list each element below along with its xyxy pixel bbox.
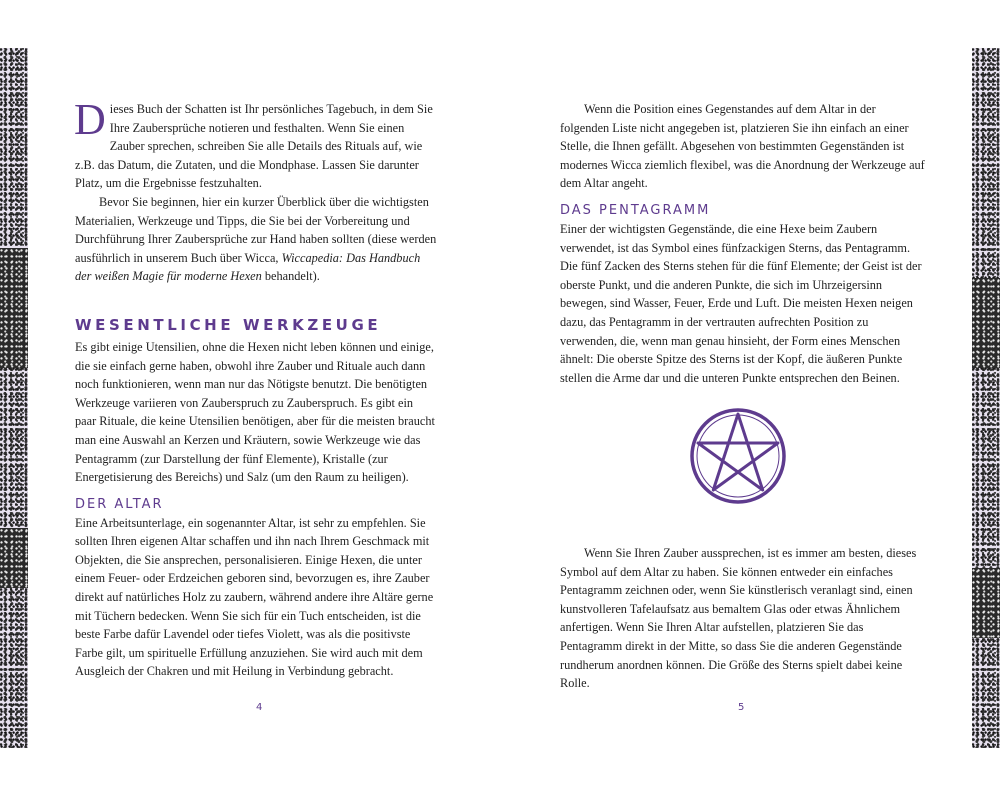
dropcap: D	[74, 95, 106, 144]
heading-essential-tools: WESENTLICHE WERKZEUGE	[75, 315, 382, 334]
altar-paragraph: Eine Arbeitsunterlage, ein sogenannter Altar, ist sehr zu empfehlen. Sie sollten Ihren eigenen Altar schaffen und ihn nach Ihrem Geschmack mit Objekten, die Sie ansprechen, personalisieren. Einige Hexen, die unter einem Feuer- oder Erdzeichen geboren sind, bevorzugen es, ihre Zauber direkt auf natürliches Holz zu zaubern, während andere ihre Altäre gerne mit Tüchern bedecken. Wenn Sie sich für ein Tuch entscheiden, ist die beste Farbe dafür Lavendel oder tiefes Violett, was als die positivste Farbe gilt, um spirituelle Erfüllung anzuziehen. Sie wird auch mit dem Ausgleich der Chakren und mit Heilung in Verbindung gebracht.	[75, 515, 434, 679]
right-edge-texture	[972, 48, 1000, 748]
book-title: Wiccapedia: Das Handbuch der weißen Magie für moderne Hexen	[75, 250, 421, 284]
overview-paragraph	[75, 193, 437, 286]
spell-paragraph: Wenn Sie Ihren Zauber aussprechen, ist es immer am besten, dieses Symbol auf dem Altar zu haben. Sie können entweder ein einfaches Pentagramm zeichnen oder, wenn Sie künstlerisch veranlagt sind, einen kunstvolleren Tafelaufsatz aus bemaltem Glas oder etwas Ähnlichem anfertigen. Wenn Sie Ihren Altar aufstellen, platzieren Sie das Pentagramm direkt in der Mitte, so dass Sie die anderen Gegenstände rundherum anordnen können. Die Größe des Sterns spielt dabei keine Rolle.	[560, 546, 917, 691]
intro-paragraph	[74, 95, 437, 193]
left-edge-texture	[0, 48, 28, 748]
pentagram-icon	[688, 406, 788, 506]
intro-text: ieses Buch der Schatten ist Ihr persönliches Tagebuch, in dem Sie Ihre Zaubersprüche notieren und festhalten. Wenn Sie einen Zauber sprechen, schreiben Sie alle Details des Rituals auf, wie z.B. das Datum, die Zutaten, und die Mondphase. Lassen Sie darunter Platz, um die Ergebnisse festzuhalten.	[75, 102, 433, 191]
heading-altar: DER ALTAR	[75, 496, 164, 512]
left-page	[74, 95, 437, 681]
tools-paragraph: Es gibt einige Utensilien, ohne die Hexen nicht leben können und einige, die sie einfach gerne haben, obwohl ihre Zauber und Rituale auch dann noch funktionieren, wenn man nur das Nötigste benutzt. Die benötigten Werkzeuge variieren von Zauberspruch zu Zauberspruch. Es gibt ein paar Rituale, die keine Utensilien benötigen, aber für die meisten braucht man eine Auswahl an Kerzen und Kräutern, sowie Werkzeuge wie das Pentagramm (zur Darstellung der fünf Elemente), Kristalle (zur Energetisierung des Bereichs) und Salz (um den Raum zu heiligen).	[75, 339, 435, 485]
overview-end: behandelt).	[261, 269, 320, 284]
page-number-right: 5	[738, 702, 745, 713]
position-paragraph: Wenn die Position eines Gegenstandes auf dem Altar in der folgenden Liste nicht angegeben ist, platzieren Sie ihn einfach an einer Stelle, die Ihnen gefällt. Abgesehen von bestimmten Gegenständen ist modernes Wicca ziemlich flexibel, was die Anordnung der Werkzeuge auf dem Altar angeht.	[560, 102, 925, 191]
overview-start: Bevor Sie beginnen, hier ein kurzer Überblick über die wichtigsten Materialien, Werkzeuge und Tipps, die Sie bei der Vorbereitung und Durchführung Ihrer Zaubersprüche zur Hand haben sollten (diese werden ausführlich in unserem Buch über Wicca,	[75, 194, 437, 265]
right-page-lower	[560, 544, 925, 693]
page-number-left: 4	[256, 702, 263, 713]
heading-pentagram: DAS PENTAGRAMM	[560, 202, 711, 218]
right-page	[560, 100, 925, 387]
pentagram-paragraph: Einer der wichtigsten Gegenstände, die eine Hexe beim Zaubern verwendet, ist das Symbol eines fünfzackigen Sterns, das Pentagramm. Die fünf Zacken des Sterns stehen für die fünf Elemente; der Geist ist der oberste Punkt, und die anderen Punkte, die sich im Uhrzeigersinn bewegen, sind Wasser, Feuer, Erde und Luft. Die meisten Hexen neigen dazu, das Pentagramm in der vertrauten aufrechten Position zu verwenden, die, wenn man genau hinsieht, der Form eines Menschen ähnelt: Die oberste Spitze des Sterns ist der Kopf, die äußeren Punkte stellen die Arme dar und die unteren Punkte entsprechen den Beinen.	[560, 221, 922, 385]
